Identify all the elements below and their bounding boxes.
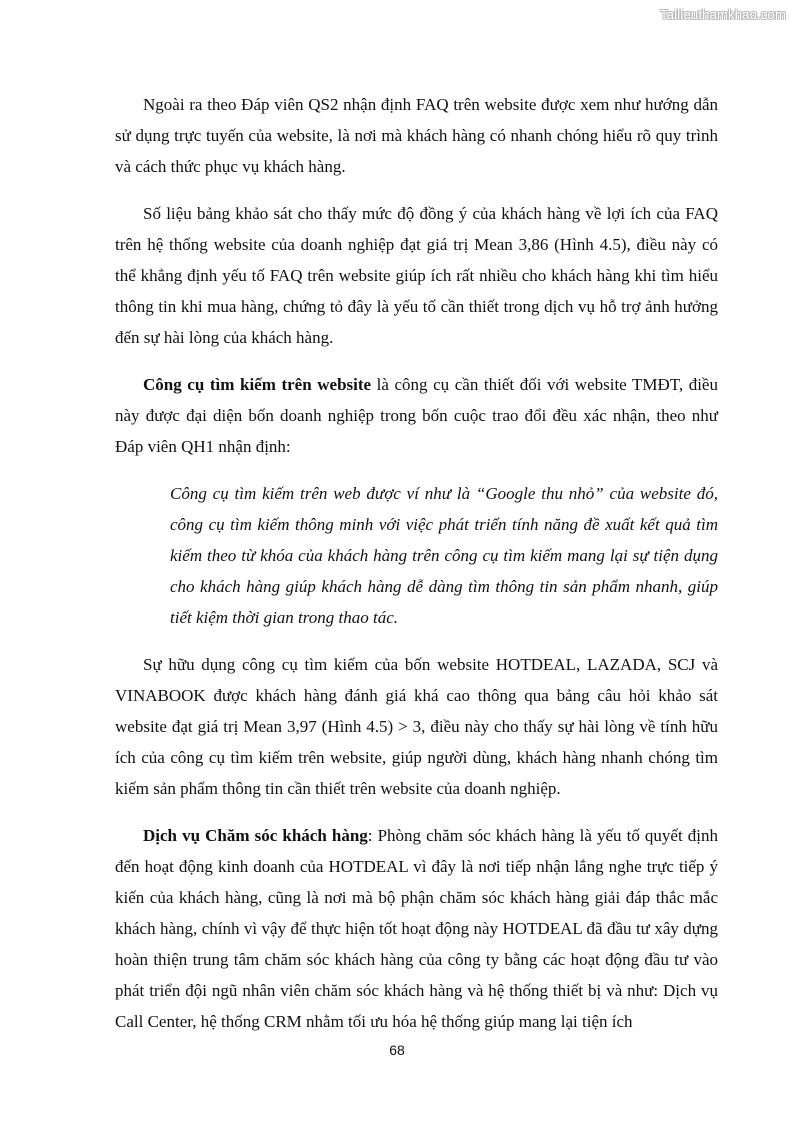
paragraph-search-survey: Sự hữu dụng công cụ tìm kiếm của bốn website HOTDEAL, LAZADA, SCJ và VINABOOK được khách hàng đánh giá khá cao thông qua bảng câu hỏi khảo sát website đạt giá trị Mean 3,97 (Hình 4.5) > 3, điều này cho thấy sự hài lòng về tính hữu ích của công cụ tìm kiếm trên website, giúp người dùng, khách hàng nhanh chóng tìm kiếm sản phẩm thông tin cần thiết trên website của doanh nghiệp.	[115, 655, 718, 798]
heading-customer-care: Dịch vụ Chăm sóc khách hàng	[143, 826, 368, 845]
paragraph-faq-opinion: Ngoài ra theo Đáp viên QS2 nhận định FAQ trên website được xem như hướng dẫn sử dụng trực tuyến của website, là nơi mà khách hàng có nhanh chóng hiểu rõ quy trình và cách thức phục vụ khách hàng.	[115, 95, 718, 176]
paragraph-faq-survey: Số liệu bảng khảo sát cho thấy mức độ đồng ý của khách hàng về lợi ích của FAQ trên hệ thống website của doanh nghiệp đạt giá trị Mean 3,86 (Hình 4.5), điều này có thể khẳng định yếu tố FAQ trên website giúp ích rất nhiều cho khách hàng khi tìm hiểu thông tin khi mua hàng, chứng tỏ đây là yếu tố cần thiết trong dịch vụ hỗ trợ ảnh hưởng đến sự hài lòng của khách hàng.	[115, 204, 718, 347]
quote-interviewee: Công cụ tìm kiếm trên web được ví như là “Google thu nhỏ” của website đó, công cụ tìm kiếm thông minh với việc phát triển tính năng đề xuất kết quả tìm kiếm theo từ khóa của khách hàng trên công cụ tìm kiếm mang lại sự tiện dụng cho khách hàng giúp khách hàng dễ dàng tìm thông tin sản phẩm nhanh, giúp tiết kiệm thời gian trong thao tác.	[170, 484, 718, 627]
document-body	[115, 89, 718, 1053]
watermark-text: Tailieuthamkhao.com	[660, 7, 786, 22]
page-number: 68	[389, 1042, 405, 1058]
paragraph-search-tool-text: là công cụ cần thiết đối với website TMĐT, điều này được đại diện bốn doanh nghiệp trong bốn cuộc trao đổi đều xác nhận, theo như Đáp viên QH1 nhận định:	[115, 375, 718, 456]
heading-search-tool: Công cụ tìm kiếm trên website	[143, 375, 372, 394]
paragraph-customer-care	[115, 820, 718, 1037]
paragraph-customer-care-text: : Phòng chăm sóc khách hàng là yếu tố quyết định đến hoạt động kinh doanh của HOTDEAL vì đây là nơi tiếp nhận lắng nghe trực tiếp ý kiến của khách hàng, cũng là nơi mà bộ phận chăm sóc khách hàng giải đáp thắc mắc khách hàng, chính vì vậy để thực hiện tốt hoạt động này HOTDEAL đã đầu tư xây dựng hoàn thiện trung tâm chăm sóc khách hàng của công ty bằng các hoạt động đầu tư vào phát triển đội ngũ nhân viên chăm sóc khách hàng và hệ thống thiết bị và như: Dịch vụ Call Center, hệ thống CRM nhằm tối ưu hóa hệ thống giúp mang lại tiện ích	[115, 826, 718, 1031]
paragraph-search-tool	[115, 369, 718, 462]
